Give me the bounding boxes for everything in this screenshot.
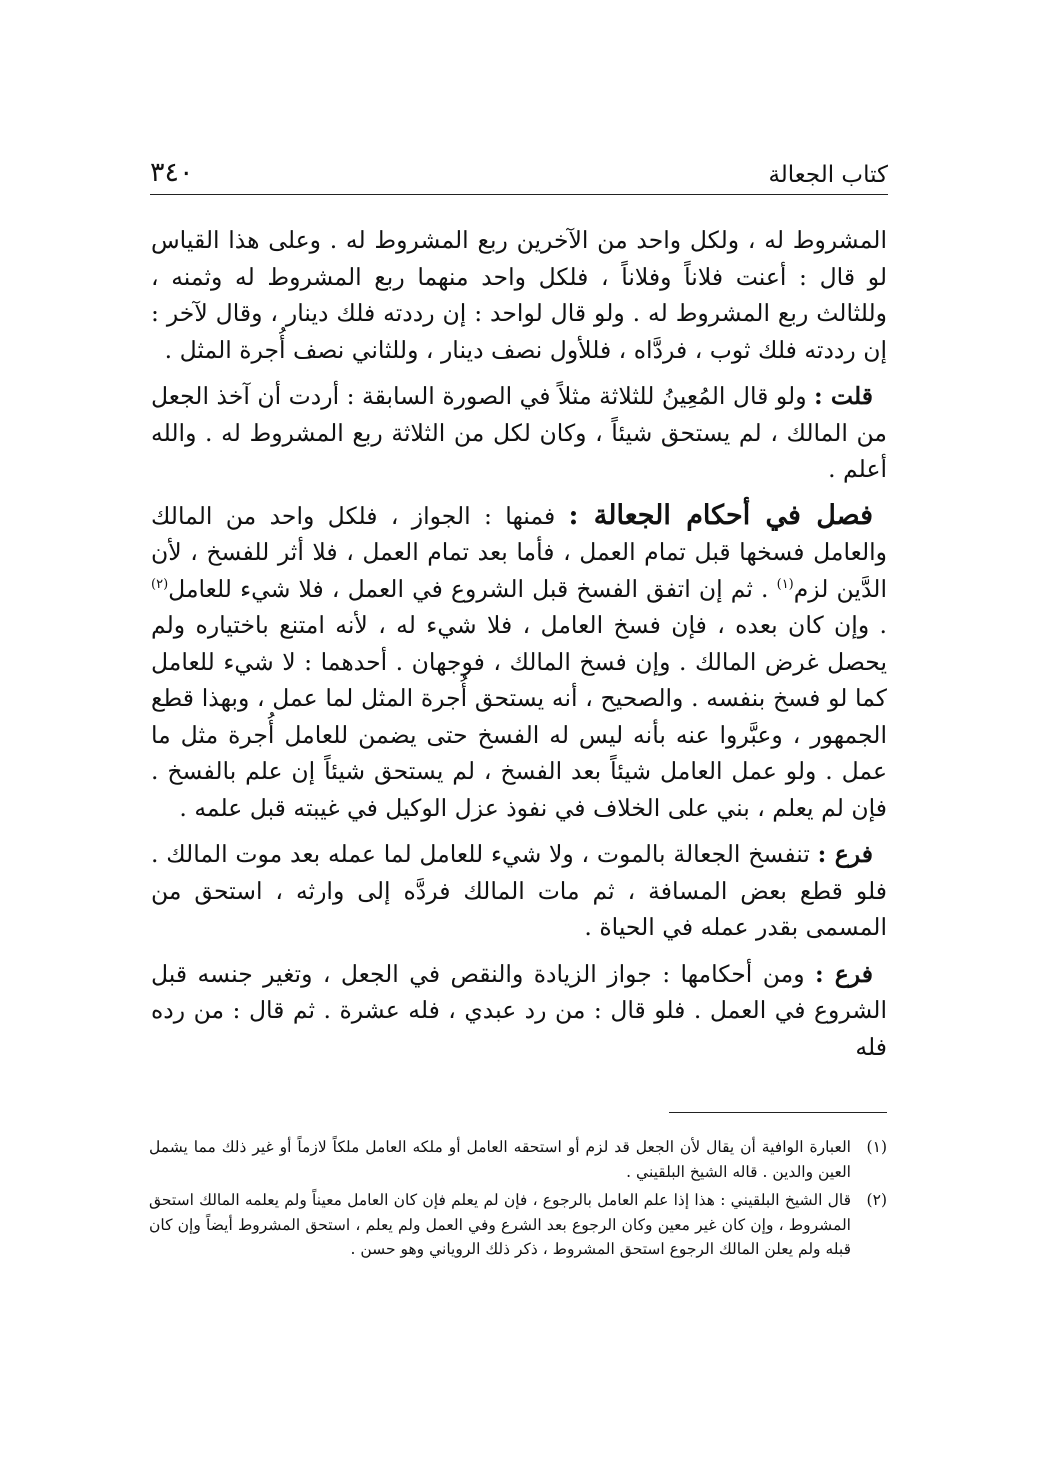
- paragraph: [151, 378, 887, 488]
- running-head: كتاب الجعالة: [768, 162, 888, 188]
- footnote-divider: [669, 1112, 887, 1113]
- page-number: ٣٤٠: [150, 157, 194, 188]
- section-paragraph: [151, 498, 887, 827]
- footnotes: [149, 1135, 887, 1266]
- paragraph-text: فمنها : الجواز ، فلكل واحد من المالك والعامل فسخها قبل تمام العمل ، فأما بعد تمام العمل ، فلا أثر للفسخ ، لأن الدَّين لزم: [151, 501, 887, 603]
- paragraph: [151, 836, 887, 946]
- footnote-text: قال الشيخ البلقيني : هذا إذا علم العامل بالرجوع ، فإن لم يعلم فإن كان العامل معيناً ولم يعلمه المالك استحق المشروط ، وإن كان غير معين وكان الرجوع بعد الشرع وفي العمل ولم يعلم ، استحق المشروط أيضاً وإن كان قبله ولم يعلن المالك الرجوع استحق المشروط ، ذكر ذلك الروياني وهو حسن .: [149, 1191, 851, 1258]
- paragraph: [151, 956, 887, 1066]
- main-text: [151, 222, 887, 1075]
- footnote-ref[interactable]: (١): [776, 576, 794, 592]
- footnote-mark: (١): [866, 1138, 887, 1156]
- paragraph-lead: فرع :: [814, 959, 874, 988]
- page-header: [150, 150, 888, 195]
- footnote-mark: (٢): [866, 1191, 887, 1209]
- paragraph-lead: قلت :: [814, 382, 873, 410]
- paragraph-text: المشروط له ، ولكل واحد من الآخرين ربع المشروط له . وعلى هذا القياس لو قال : أعنت فلاناً وفلاناً ، فلكل واحد منهما ربع المشروط له وثمنه ، وللثالث ربع المشروط له . ولو قال لواحد : إن رددته فلك دينار ، وقال لآخر : إن رددته فلك ثوب ، فردَّاه ، فللأول نصف دينار ، وللثاني نصف أُجرة المثل .: [151, 226, 887, 364]
- paragraph-text: ومن أحكامها : جواز الزيادة والنقص في الجعل ، وتغير جنسه قبل الشروع في العمل . فلو قال : من رد عبدي ، فله عشرة . ثم قال : من رده فله: [151, 959, 887, 1061]
- footnote: [149, 1188, 887, 1262]
- footnote: [149, 1135, 887, 1184]
- paragraph-lead: فرع :: [817, 840, 874, 868]
- footnote-ref[interactable]: (٢): [151, 576, 169, 592]
- paragraph-text: ولو قال المُعِينُ للثلاثة مثلاً في الصورة السابقة : أردت أن آخذ الجعل من المالك ، لم يستحق شيئاً ، وكان لكل من الثلاثة ربع المشروط له . والله أعلم .: [151, 382, 887, 483]
- paragraph-text: تنفسخ الجعالة بالموت ، ولا شيء للعامل لما عمله بعد موت المالك . فلو قطع بعض المسافة ، ثم مات المالك فردَّه إلى وارثه ، استحق من المسمى بقدر عمله في الحياة .: [151, 840, 887, 941]
- paragraph-text: . وإن كان بعده ، فإن فسخ العامل ، فلا شيء له ، لأنه امتنع باختياره ولم يحصل غرض المالك . وإن فسخ المالك ، فوجهان . أحدهما : لا شيء للعامل كما لو فسخ بنفسه . والصحيح ، أنه يستحق أُجرة المثل لما عمل ، وبهذا قطع الجمهور ، وعبَّروا عنه بأنه ليس له الفسخ حتى يضمن للعامل أُجرة مثل ما عمل . ولو عمل العامل شيئاً بعد الفسخ ، لم يستحق شيئاً إن علم بالفسخ . فإن لم يعلم ، بني على الخلاف في نفوذ عزل الوكيل في غيبته قبل علمه .: [151, 611, 887, 822]
- section-heading: فصل في أحكام الجعالة :: [568, 499, 873, 531]
- paragraph: [151, 222, 887, 368]
- footnote-text: العبارة الوافية أن يقال لأن الجعل قد لزم أو استحقه العامل أو ملكه العامل ملكاً لازماً أو غير ذلك مما يشمل العين والدين . قاله الشيخ البلقيني .: [149, 1138, 851, 1181]
- paragraph-text: . ثم إن اتفق الفسخ قبل الشروع في العمل ، فلا شيء للعامل: [168, 574, 777, 603]
